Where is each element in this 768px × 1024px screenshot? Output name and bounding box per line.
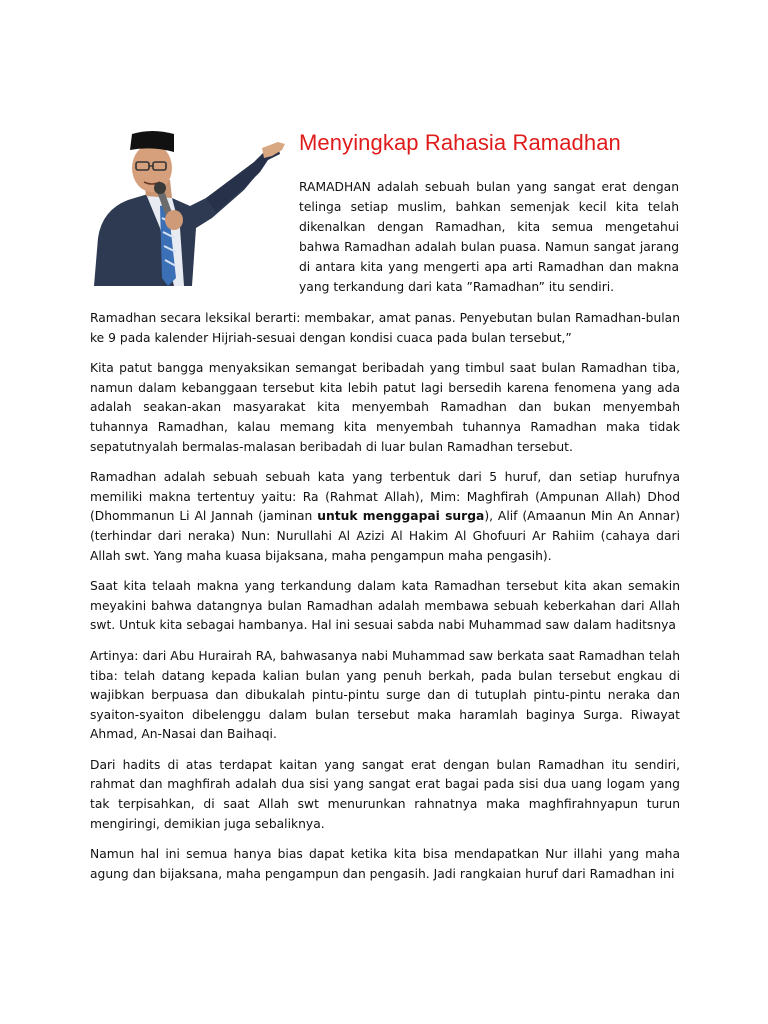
article-body xyxy=(90,309,680,895)
paragraph-3-bold: untuk menggapai surga xyxy=(317,509,485,524)
paragraph-6: Dari hadits di atas terdapat kaitan yang sangat erat dengan bulan Ramadhan itu sendiri, rahmat dan maghfirah adalah dua sisi yang sangat erat bagai pada sisi dua uang logam yang tak terpisahkan, di saat Allah swt menurunkan rahnatnya maka maghfirahnyapun turun mengiringi, demikian juga sebaliknya. xyxy=(90,757,680,831)
article-title: Menyingkap Rahasia Ramadhan xyxy=(299,130,621,155)
paragraph-2: Kita patut bangga menyaksikan semangat beribadah yang timbul saat bulan Ramadhan tiba, namun dalam kebanggaan tersebut kita lebih patut lagi bersedih karena fenomena yang ada adalah seakan-akan masyarakat kita menyembah Ramadhan dan bukan menyembah tuhannya Ramadhan, kalau memang kita menyembah tuhannya Ramadhan maka tidak sepatutnyalah bermalas-malasan beribadah di luar bulan Ramadhan tersebut. xyxy=(90,361,680,454)
paragraph-3-text-b: ), Alif (Amaanun Min An Annar) (terhindar dari neraka) Nun: Nurullahi Al Azizi Al Hakim Al Ghofuuri Ar Rahiim (cahaya dari Allah swt. Yang maha kuasa bijaksana, maha pengampun maha pengasih). xyxy=(90,509,680,563)
paragraph-5: Artinya: dari Abu Hurairah RA, bahwasanya nabi Muhammad saw berkata saat Ramadhan telah tiba: telah datang kepada kalian bulan yang penuh berkah, pada bulan tersebut engkau di wajibkan berpuasa dan dibukalah pintu-pintu surge dan di tutuplah pintu-pintu neraka dan syaiton-syaiton dibelenggu dalam bulan tersebut maka haramlah baginya Surga. Riwayat Ahmad, An-Nasai dan Baihaqi. xyxy=(90,648,680,742)
paragraph-3 xyxy=(90,468,680,566)
paragraph-3-text-a: Ramadhan adalah sebuah sebuah kata yang terbentuk dari 5 huruf, dan setiap hurufnya memiliki makna tertentuy yaitu: Ra (Rahmat Allah), Mim: Maghfirah (Ampunan Allah) Dhod (Dhommanun Li Al Jannah (jaminan xyxy=(90,470,680,524)
paragraph-1: Ramadhan secara leksikal berarti: membakar, amat panas. Penyebutan bulan Ramadhan-bulan ke 9 pada kalender Hijriah-sesuai dengan kondisi cuaca pada bulan tersebut,” xyxy=(90,311,680,345)
paragraph-7: Namun hal ini semua hanya bias dapat ketika kita bisa mendapatkan Nur illahi yang maha agung dan bijaksana, maha pengampun dan pengasih. Jadi rangkaian huruf dari Ramadhan ini xyxy=(90,847,680,881)
paragraph-4: Saat kita telaah makna yang terkandung dalam kata Ramadhan tersebut kita akan semakin meyakini bahwa datangnya bulan Ramadhan adalah membawa sebuah keberkahan dari Allah swt. Untuk kita sebagai hambanya. Hal ini sesuai sabda nabi Muhammad saw dalam haditsnya xyxy=(90,579,680,633)
speaker-photo xyxy=(88,128,286,286)
article-intro: RAMADHAN adalah sebuah bulan yang sangat erat dengan telinga setiap muslim, bahkan semenjak kecil kita telah dikenalkan dengan Ramadhan, kita semua mengetahui bahwa Ramadhan adalah bulan puasa. Namun sangat jarang di antara kita yang mengerti apa arti Ramadhan dan makna yang terkandung dari kata ”Ramadhan” itu sendiri. xyxy=(299,180,679,294)
